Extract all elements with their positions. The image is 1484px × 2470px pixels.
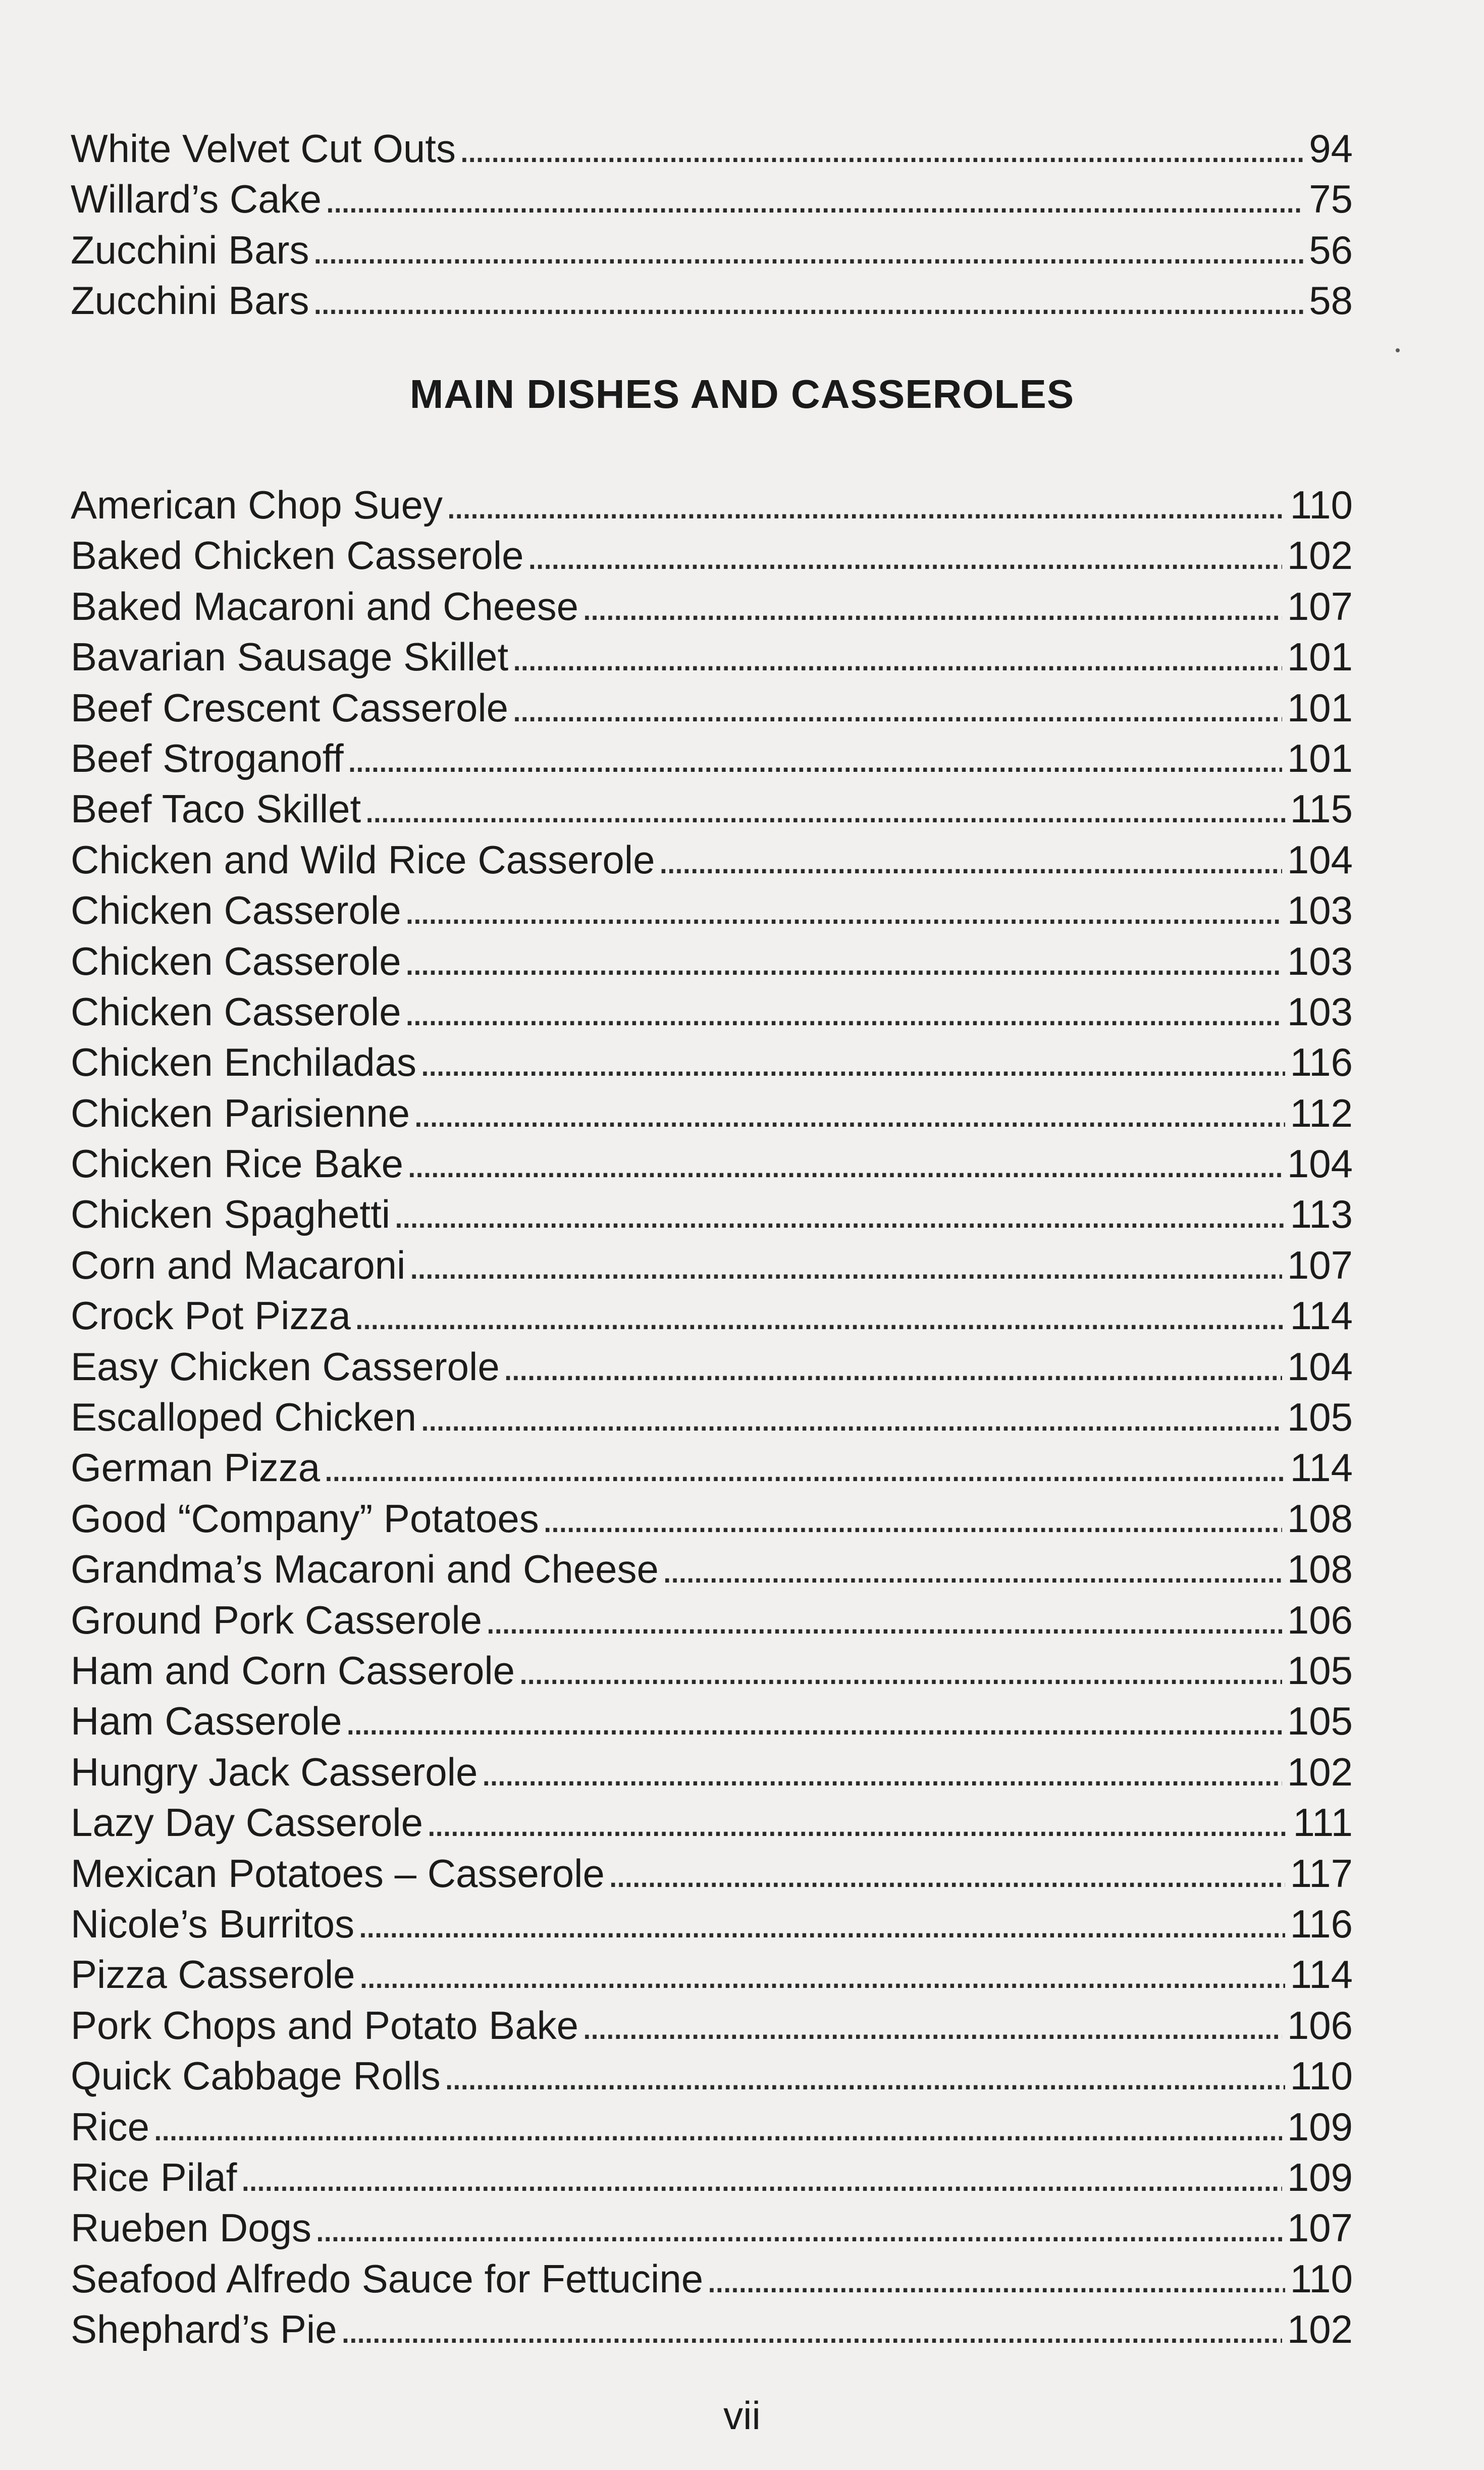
toc-entry bbox=[71, 2101, 1353, 2152]
toc-entry-title: Rice Pilaf bbox=[71, 2154, 237, 2199]
toc-entry bbox=[71, 986, 1353, 1037]
toc-entry-title: Baked Chicken Casserole bbox=[71, 533, 524, 578]
dot-leader bbox=[358, 1949, 1285, 2000]
toc-entry-page-number: 109 bbox=[1287, 2104, 1353, 2149]
toc-entry bbox=[71, 1138, 1353, 1189]
dot-leader bbox=[354, 1290, 1285, 1341]
toc-entry-title: Seafood Alfredo Sauce for Fettucine bbox=[71, 2256, 704, 2301]
toc-entry-title: Chicken Enchiladas bbox=[71, 1040, 417, 1085]
dot-leader bbox=[240, 2152, 1282, 2202]
dot-leader bbox=[503, 1341, 1282, 1392]
paper-speck bbox=[1396, 348, 1400, 352]
dot-leader bbox=[323, 1442, 1285, 1493]
toc-entry-title: Beef Stroganoff bbox=[71, 735, 344, 780]
toc-entry-page-number: 109 bbox=[1287, 2154, 1353, 2199]
toc-entry bbox=[71, 1544, 1353, 1594]
dot-leader bbox=[347, 733, 1282, 783]
page-folio: vii bbox=[723, 2393, 761, 2438]
dot-leader bbox=[511, 632, 1282, 682]
toc-entry bbox=[71, 1392, 1353, 1442]
toc-entry bbox=[71, 682, 1353, 733]
dot-leader bbox=[444, 2051, 1285, 2101]
toc-entry bbox=[71, 1747, 1353, 1797]
toc-entry bbox=[71, 834, 1353, 885]
toc-entry-page-number: 107 bbox=[1287, 584, 1353, 628]
toc-entry-title: Grandma’s Macaroni and Cheese bbox=[71, 1547, 659, 1592]
toc-entry bbox=[71, 885, 1353, 935]
toc-entry-title: Zucchini Bars bbox=[71, 278, 309, 323]
dot-leader bbox=[419, 1392, 1282, 1442]
toc-entry-page-number: 112 bbox=[1290, 1090, 1353, 1135]
dot-leader bbox=[408, 1240, 1282, 1290]
toc-entry-title: Hungry Jack Casserole bbox=[71, 1749, 478, 1794]
toc-entry-title: Zucchini Bars bbox=[71, 227, 309, 272]
toc-entry bbox=[71, 2152, 1353, 2202]
toc-entry-page-number: 104 bbox=[1287, 1141, 1353, 1186]
toc-entry-title: Chicken Spaghetti bbox=[71, 1192, 391, 1237]
toc-entry-page-number: 58 bbox=[1309, 278, 1353, 323]
toc-entry-page-number: 110 bbox=[1290, 2054, 1353, 2098]
toc-entry-page-number: 75 bbox=[1309, 177, 1353, 222]
toc-entry bbox=[71, 225, 1353, 275]
toc-entry-page-number: 105 bbox=[1287, 1699, 1353, 1744]
toc-entry bbox=[71, 2202, 1353, 2253]
toc-entry-title: Corn and Macaroni bbox=[71, 1242, 406, 1287]
toc-entry bbox=[71, 1696, 1353, 1746]
dot-leader bbox=[340, 2304, 1282, 2354]
toc-entry-title: Crock Pot Pizza bbox=[71, 1293, 351, 1338]
toc-entry-page-number: 104 bbox=[1287, 1344, 1353, 1389]
toc-entry-page-number: 102 bbox=[1287, 533, 1353, 578]
toc-entry-title: Chicken Casserole bbox=[71, 938, 401, 983]
dot-leader bbox=[481, 1747, 1282, 1797]
toc-entry bbox=[71, 1949, 1353, 2000]
dot-leader bbox=[459, 123, 1304, 174]
toc-entry-page-number: 106 bbox=[1287, 1597, 1353, 1642]
toc-entry-page-number: 108 bbox=[1287, 1547, 1353, 1592]
toc-entry-title: American Chop Suey bbox=[71, 483, 443, 527]
dot-leader bbox=[485, 1595, 1282, 1645]
toc-entry bbox=[71, 1797, 1353, 1848]
toc-list-previous-section bbox=[71, 123, 1353, 326]
toc-entry-title: Chicken Parisienne bbox=[71, 1090, 410, 1135]
toc-entry-page-number: 56 bbox=[1309, 227, 1353, 272]
toc-entry-title: Ham Casserole bbox=[71, 1699, 342, 1744]
toc-entry bbox=[71, 1493, 1353, 1544]
toc-entry-title: Ham and Corn Casserole bbox=[71, 1648, 515, 1693]
toc-entry bbox=[71, 1848, 1353, 1899]
toc-entry bbox=[71, 275, 1353, 326]
toc-entry bbox=[71, 530, 1353, 581]
toc-entry bbox=[71, 936, 1353, 986]
dot-leader bbox=[404, 986, 1282, 1037]
toc-entry-title: Chicken Casserole bbox=[71, 989, 401, 1034]
toc-entry-page-number: 108 bbox=[1287, 1496, 1353, 1541]
toc-entry bbox=[71, 1290, 1353, 1341]
dot-leader bbox=[364, 783, 1285, 834]
toc-entry-page-number: 115 bbox=[1290, 786, 1353, 831]
toc-entry bbox=[71, 2253, 1353, 2304]
toc-entry bbox=[71, 1037, 1353, 1087]
toc-entry bbox=[71, 632, 1353, 682]
toc-entry bbox=[71, 733, 1353, 783]
toc-entry-page-number: 94 bbox=[1309, 126, 1353, 171]
dot-leader bbox=[419, 1037, 1285, 1087]
dot-leader bbox=[581, 581, 1282, 632]
toc-entry-page-number: 101 bbox=[1287, 685, 1353, 730]
toc-entry-title: Good “Company” Potatoes bbox=[71, 1496, 539, 1541]
toc-entry-page-number: 114 bbox=[1290, 1445, 1353, 1490]
dot-leader bbox=[312, 275, 1304, 326]
toc-entry-page-number: 103 bbox=[1287, 888, 1353, 933]
toc-entry-title: Shephard’s Pie bbox=[71, 2307, 337, 2352]
dot-leader bbox=[357, 1899, 1285, 1949]
toc-entry-title: Pizza Casserole bbox=[71, 1952, 355, 1997]
toc-entry-title: White Velvet Cut Outs bbox=[71, 126, 456, 171]
dot-leader bbox=[446, 480, 1285, 530]
toc-entry-page-number: 102 bbox=[1287, 1749, 1353, 1794]
dot-leader bbox=[325, 174, 1304, 224]
dot-leader bbox=[312, 225, 1304, 275]
toc-entry-page-number: 107 bbox=[1287, 1242, 1353, 1287]
toc-entry-title: Chicken and Wild Rice Casserole bbox=[71, 837, 655, 882]
toc-entry bbox=[71, 1645, 1353, 1696]
dot-leader bbox=[314, 2202, 1282, 2253]
toc-entry-title: Rueben Dogs bbox=[71, 2205, 311, 2250]
toc-entry-page-number: 105 bbox=[1287, 1395, 1353, 1440]
toc-entry-page-number: 106 bbox=[1287, 2003, 1353, 2047]
toc-entry bbox=[71, 1899, 1353, 1949]
toc-entry bbox=[71, 2051, 1353, 2101]
dot-leader bbox=[511, 682, 1282, 733]
dot-leader bbox=[404, 885, 1282, 935]
toc-entry bbox=[71, 1341, 1353, 1392]
toc-entry-title: Willard’s Cake bbox=[71, 177, 322, 222]
toc-entry-page-number: 101 bbox=[1287, 635, 1353, 679]
toc-entry-title: Chicken Casserole bbox=[71, 888, 401, 933]
toc-entry-page-number: 114 bbox=[1290, 1293, 1353, 1338]
toc-entry bbox=[71, 480, 1353, 530]
toc-entry-title: Baked Macaroni and Cheese bbox=[71, 584, 578, 628]
toc-entry-page-number: 116 bbox=[1290, 1040, 1353, 1085]
toc-entry bbox=[71, 581, 1353, 632]
toc-entry bbox=[71, 1595, 1353, 1645]
toc-entry bbox=[71, 783, 1353, 834]
toc-list-main-dishes bbox=[71, 480, 1353, 2354]
dot-leader bbox=[345, 1696, 1282, 1746]
toc-entry-title: Bavarian Sausage Skillet bbox=[71, 635, 509, 679]
dot-leader bbox=[581, 2000, 1282, 2051]
toc-entry bbox=[71, 174, 1353, 224]
toc-entry bbox=[71, 123, 1353, 174]
dot-leader bbox=[393, 1189, 1285, 1239]
toc-entry bbox=[71, 1088, 1353, 1138]
dot-leader bbox=[658, 834, 1282, 885]
toc-entry-page-number: 113 bbox=[1290, 1192, 1353, 1237]
dot-leader bbox=[608, 1848, 1285, 1899]
dot-leader bbox=[426, 1797, 1288, 1848]
toc-entry-page-number: 101 bbox=[1287, 735, 1353, 780]
toc-entry-title: Beef Taco Skillet bbox=[71, 786, 361, 831]
toc-entry bbox=[71, 2304, 1353, 2354]
toc-entry-page-number: 110 bbox=[1290, 2256, 1353, 2301]
toc-entry-page-number: 107 bbox=[1287, 2205, 1353, 2250]
toc-entry-page-number: 117 bbox=[1290, 1851, 1353, 1896]
dot-leader bbox=[404, 936, 1282, 986]
dot-leader bbox=[542, 1493, 1282, 1544]
toc-entry bbox=[71, 2000, 1353, 2051]
toc-entry-title: Ground Pork Casserole bbox=[71, 1597, 483, 1642]
toc-entry bbox=[71, 1442, 1353, 1493]
toc-entry-title: Rice bbox=[71, 2104, 150, 2149]
dot-leader bbox=[152, 2101, 1282, 2152]
dot-leader bbox=[413, 1088, 1285, 1138]
toc-entry-page-number: 104 bbox=[1287, 837, 1353, 882]
toc-entry-title: Easy Chicken Casserole bbox=[71, 1344, 500, 1389]
toc-entry-page-number: 105 bbox=[1287, 1648, 1353, 1693]
toc-entry bbox=[71, 1240, 1353, 1290]
toc-entry-title: Mexican Potatoes – Casserole bbox=[71, 1851, 605, 1896]
toc-entry-title: Nicole’s Burritos bbox=[71, 1901, 355, 1946]
toc-entry-title: Lazy Day Casserole bbox=[71, 1800, 423, 1845]
dot-leader bbox=[706, 2253, 1285, 2304]
toc-entry bbox=[71, 1189, 1353, 1239]
toc-entry-title: Beef Crescent Casserole bbox=[71, 685, 509, 730]
dot-leader bbox=[526, 530, 1282, 581]
toc-entry-page-number: 111 bbox=[1293, 1800, 1353, 1845]
dot-leader bbox=[518, 1645, 1282, 1696]
toc-entry-page-number: 103 bbox=[1287, 938, 1353, 983]
toc-entry-page-number: 103 bbox=[1287, 989, 1353, 1034]
toc-entry-page-number: 102 bbox=[1287, 2307, 1353, 2352]
toc-entry-page-number: 110 bbox=[1290, 483, 1353, 527]
section-heading: MAIN DISHES AND CASSEROLES bbox=[409, 372, 1075, 416]
dot-leader bbox=[406, 1138, 1282, 1189]
toc-entry-title: German Pizza bbox=[71, 1445, 321, 1490]
toc-entry-title: Chicken Rice Bake bbox=[71, 1141, 403, 1186]
toc-entry-title: Pork Chops and Potato Bake bbox=[71, 2003, 578, 2047]
toc-entry-title: Quick Cabbage Rolls bbox=[71, 2054, 441, 2098]
toc-entry-page-number: 114 bbox=[1290, 1952, 1353, 1997]
toc-entry-title: Escalloped Chicken bbox=[71, 1395, 417, 1440]
toc-entry-page-number: 116 bbox=[1290, 1901, 1353, 1946]
dot-leader bbox=[662, 1544, 1282, 1594]
